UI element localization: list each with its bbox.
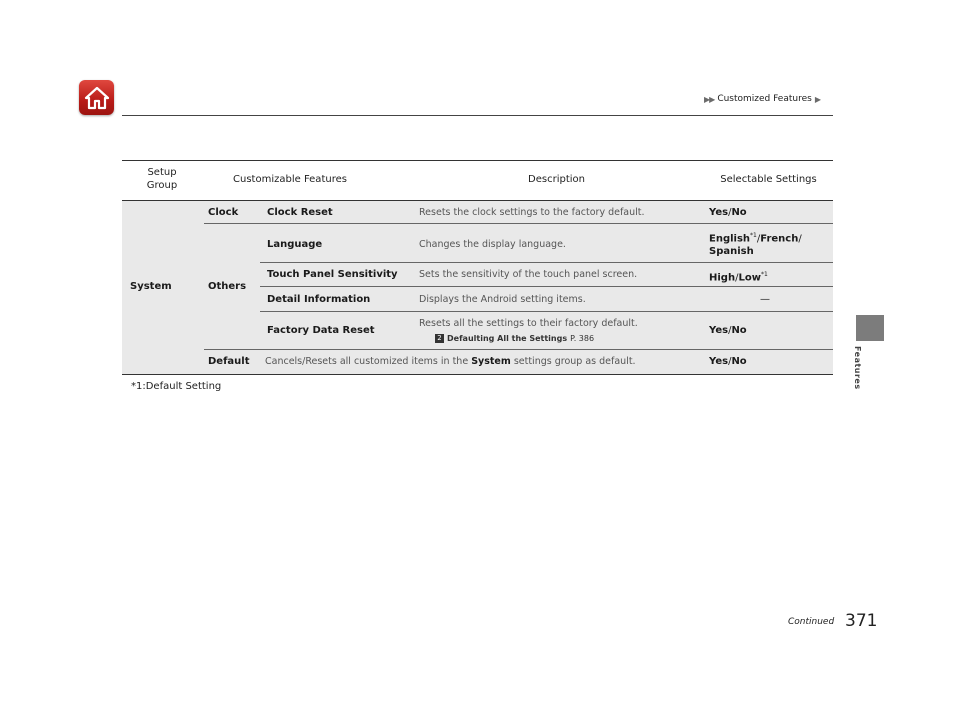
selectable-settings: Yes/No [709, 356, 747, 367]
description: Sets the sensitivity of the touch panel screen. [419, 269, 638, 280]
table-top-rule [122, 160, 833, 161]
selectable-settings-none: — [760, 294, 770, 305]
breadcrumb-arrow-icon: ▶ [814, 94, 820, 104]
table-bottom-rule [122, 374, 833, 375]
side-tab-marker [856, 315, 884, 341]
breadcrumb [704, 94, 820, 104]
row-divider [260, 311, 833, 312]
page-number: 371 [845, 611, 878, 631]
selectable-settings: Yes/No [709, 207, 747, 218]
row-divider [260, 262, 833, 263]
feature-detail-information: Detail Information [267, 294, 371, 305]
subgroup-others: Others [208, 281, 247, 292]
description: Resets all the settings to their factory default. [419, 318, 638, 329]
home-button[interactable] [79, 80, 114, 115]
group-system: System [130, 281, 172, 292]
feature-default: Default [208, 356, 250, 367]
continued-label: Continued [788, 617, 835, 627]
selectable-settings: Yes/No [709, 325, 747, 336]
description: Displays the Android setting items. [419, 294, 586, 305]
selectable-settings: English$^{*1}$/French/ Spanish [709, 232, 802, 258]
feature-language: Language [267, 239, 323, 250]
side-tab-label: Features [853, 346, 862, 390]
header-customizable-features: Customizable Features [233, 174, 347, 185]
row-divider [204, 349, 833, 350]
header-divider [122, 115, 833, 116]
header-description: Description [528, 174, 585, 185]
home-icon [84, 86, 110, 110]
reference-arrow-icon: 2 [435, 334, 444, 343]
description: Changes the display language. [419, 239, 566, 250]
description: Resets the clock settings to the factory default. [419, 207, 645, 218]
breadcrumb-title[interactable]: Customized Features [717, 94, 812, 104]
feature-factory-data-reset: Factory Data Reset [267, 325, 375, 336]
header-setup-group: Setup Group [146, 167, 178, 191]
row-divider [260, 286, 833, 287]
row-divider [204, 223, 833, 224]
header-selectable-settings: Selectable Settings [720, 174, 817, 185]
subgroup-clock: Clock [208, 207, 239, 218]
row-divider [122, 200, 833, 201]
selectable-settings: High/Low$^{*1}$ [709, 271, 768, 284]
cross-reference-link[interactable]: 2 Defaulting All the Settings P. 386 [435, 332, 594, 345]
feature-clock-reset: Clock Reset [267, 207, 333, 218]
breadcrumb-arrow-icon: ▶▶ [704, 94, 715, 104]
description: Cancels/Resets all customized items in the System settings group as default. [265, 356, 636, 367]
feature-touch-panel-sensitivity: Touch Panel Sensitivity [267, 269, 398, 280]
footnote: *1:Default Setting [131, 381, 222, 392]
